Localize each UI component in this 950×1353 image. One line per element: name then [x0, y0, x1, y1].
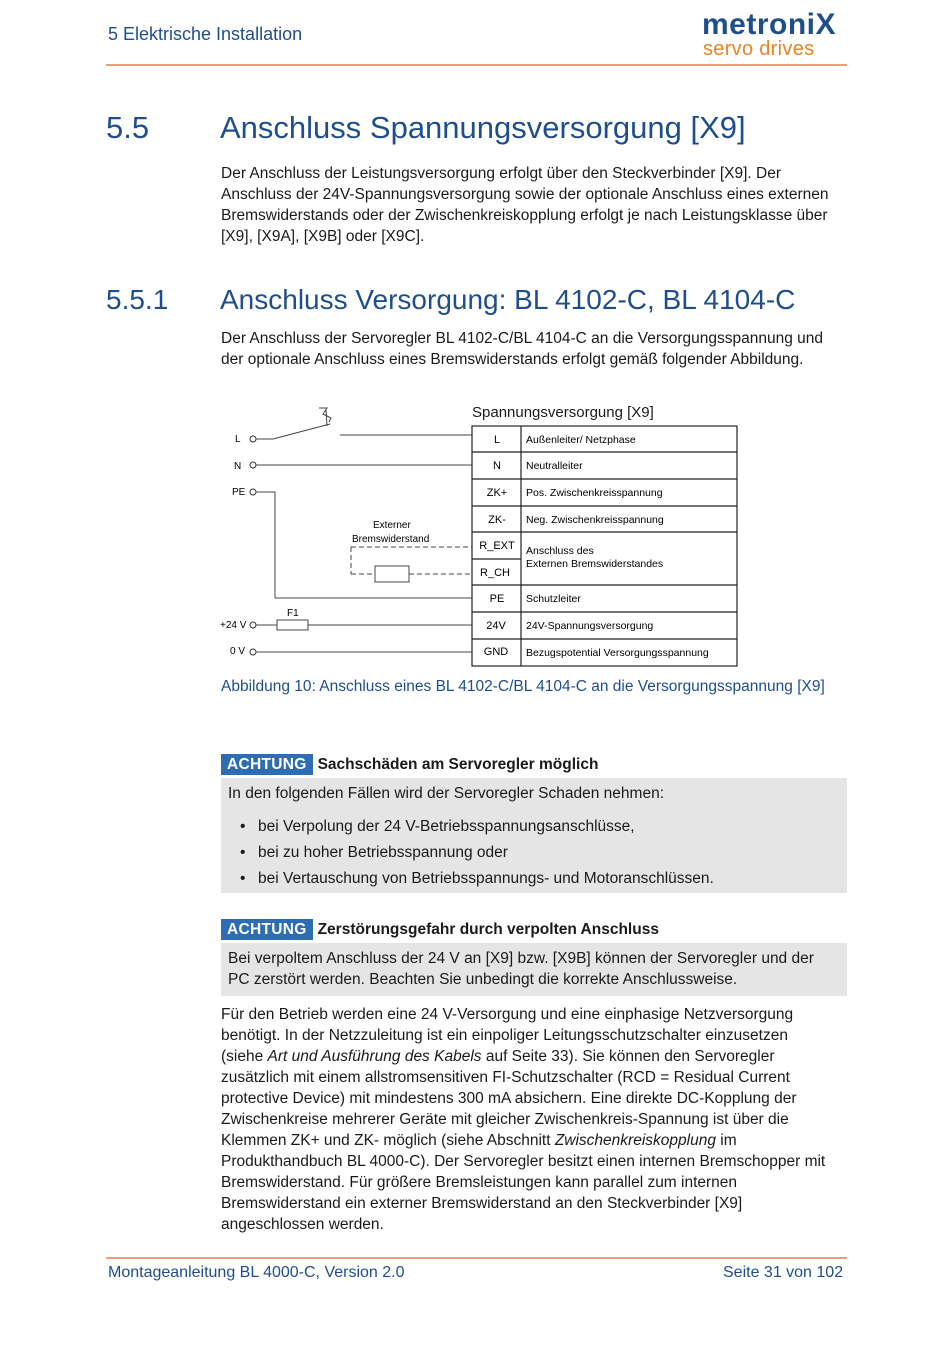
- section-title: Anschluss Spannungsversorgung [X9]: [220, 110, 746, 145]
- warning-2-box: [221, 943, 847, 996]
- pin-zk-minus: ZK-: [488, 514, 506, 526]
- desc-zk-minus: Neg. Zwischenkreisspannung: [526, 514, 664, 526]
- resistor-label-1: Externer: [373, 520, 411, 531]
- warning-2-title: Zerstörungsgefahr durch verpolten Anschluss: [317, 921, 659, 938]
- desc-gnd: Bezugspotential Versorgungsspannung: [526, 647, 709, 659]
- terminal-label-24v: +24 V: [220, 620, 247, 631]
- section-number: 5.5: [106, 110, 150, 145]
- warning-1-text: In den folgenden Fällen wird der Servoregler Schaden nehmen:: [228, 785, 664, 802]
- desc-zk-plus: Pos. Zwischenkreisspannung: [526, 487, 663, 499]
- warning-1-heading: [221, 754, 598, 775]
- list-item: • bei Verpolung der 24 V-Betriebsspannungsanschlüsse,: [258, 816, 840, 837]
- warning-2-heading: [221, 919, 659, 940]
- chapter-header: 5 Elektrische Installation: [108, 24, 303, 44]
- figure-caption: Abbildung 10: Anschluss eines BL 4102-C/BL 4104-C an die Versorgungsspannung [X9]: [221, 678, 825, 695]
- terminal-label-l: L: [235, 434, 241, 445]
- footer-rule: [106, 1257, 847, 1259]
- footer-page-number: Seite 31 von 102: [723, 1264, 844, 1281]
- desc-r-ch: Externen Bremswiderstandes: [526, 558, 664, 570]
- subsection-heading: [106, 284, 846, 324]
- subsection-title: Anschluss Versorgung: BL 4102-C, BL 4104-C: [220, 284, 796, 315]
- terminal-24v: [250, 622, 256, 628]
- section-heading: [106, 110, 846, 150]
- terminal-label-pe: PE: [232, 487, 246, 498]
- subsection-intro: Der Anschluss der Servoregler BL 4102-C/BL 4104-C an die Versorgungsspannung und der optionale Anschluss eines Bremswiderstands erfolgt gemäß folgender Abbildung.: [221, 330, 824, 368]
- terminal-l: [250, 436, 256, 442]
- pin-zk-plus: ZK+: [486, 487, 508, 499]
- pin-24v: 24V: [486, 620, 506, 632]
- resistor-label-2: Bremswiderstand: [352, 534, 430, 545]
- ref-cable[interactable]: Art und Ausführung des Kabels: [267, 1048, 482, 1065]
- terminal-n: [250, 462, 256, 468]
- terminal-pe: [250, 489, 256, 495]
- wiring-diagram: [215, 398, 745, 670]
- brake-resistor: [375, 566, 409, 582]
- header-rule: [106, 64, 847, 66]
- pin-r-ch: R_CH: [480, 567, 510, 579]
- ref-dc-link[interactable]: Zwischenkreiskopplung: [554, 1132, 716, 1149]
- logo-wordmark: metroniX: [702, 8, 837, 41]
- warning-1-badge: ACHTUNG: [221, 754, 313, 775]
- pin-pe: PE: [489, 593, 505, 605]
- warning-1-list: [228, 816, 840, 889]
- warning-2-text: Bei verpoltem Anschluss der 24 V an [X9] bzw. [X9B] können der Servoregler und der PC zerstört werden. Beachten Sie unbedingt die korrekte Anschlussweise.: [228, 950, 814, 988]
- warning-1-box: [221, 778, 847, 893]
- desc-24v: 24V-Spannungsversorgung: [526, 620, 654, 632]
- list-item: • bei zu hoher Betriebsspannung oder: [258, 842, 840, 863]
- warning-2-badge: ACHTUNG: [221, 919, 313, 940]
- diagram-title: Spannungsversorgung [X9]: [472, 404, 654, 421]
- logo-tagline: servo drives: [703, 38, 815, 60]
- terminal-label-0v: 0 V: [230, 646, 246, 657]
- terminal-0v: [250, 649, 256, 655]
- pin-n: N: [493, 460, 501, 472]
- list-item: • bei Vertauschung von Betriebsspannungs- und Motoranschlüssen.: [258, 868, 840, 889]
- metronix-logo: [702, 8, 847, 60]
- subsection-number: 5.5.1: [106, 284, 169, 315]
- body-paragraph: Für den Betrieb werden eine 24 V-Versorgung und eine einphasige Netzversorgung benötigt. In der Netzzuleitung ist ein einpoliger Leitungsschutzschalter einzusetzen (siehe Art und Ausführung des Kabels auf Seite 33). Sie können den Servoregler zusätzlich mit einem allstromsensitiven FI-Schutzschalter (RCD = Residual Current protective Device) mit mindestens 300 mA absichern. Eine direkte DC-Kopplung der Zwischenkreise mehrerer Geräte mit gleicher Zwischenkreis-Spannung ist über die Klemmen ZK+ und ZK- möglich (siehe Abschnitt Zwischenkreiskopplung im Produkthandbuch BL 4000-C). Der Servoregler besitzt einen internen Bremschopper mit Bremswiderstand. Für größere Bremsleistungen kann parallel zum internen Bremswiderstand ein externer Bremswiderstand an den Steckverbinder [X9] angeschlossen werden.: [221, 1006, 826, 1233]
- desc-r-ext: Anschluss des: [526, 545, 594, 557]
- line-switch: [273, 424, 330, 439]
- pin-gnd: GND: [483, 646, 509, 658]
- desc-pe: Schutzleiter: [526, 593, 581, 605]
- desc-n: Neutralleiter: [526, 460, 583, 472]
- terminal-label-n: N: [234, 461, 242, 472]
- pin-r-ext: R_EXT: [479, 540, 515, 552]
- section-intro: Der Anschluss der Leistungsversorgung erfolgt über den Steckverbinder [X9]. Der Anschluss der 24V-Spannungsversorgung sowie der optionale Anschluss eines externen Bremswiderstands oder der Zwischenkreiskopplung erfolgt je nach Leistungsklasse über [X9], [X9A], [X9B] oder [X9C].: [221, 165, 829, 245]
- fuse-f1: [277, 620, 308, 630]
- desc-l: Außenleiter/ Netzphase: [526, 434, 636, 446]
- fuse-label: F1: [287, 608, 299, 619]
- footer-document: Montageanleitung BL 4000-C, Version 2.0: [108, 1264, 405, 1281]
- pin-l: L: [493, 434, 501, 446]
- warning-1-title: Sachschäden am Servoregler möglich: [317, 756, 599, 773]
